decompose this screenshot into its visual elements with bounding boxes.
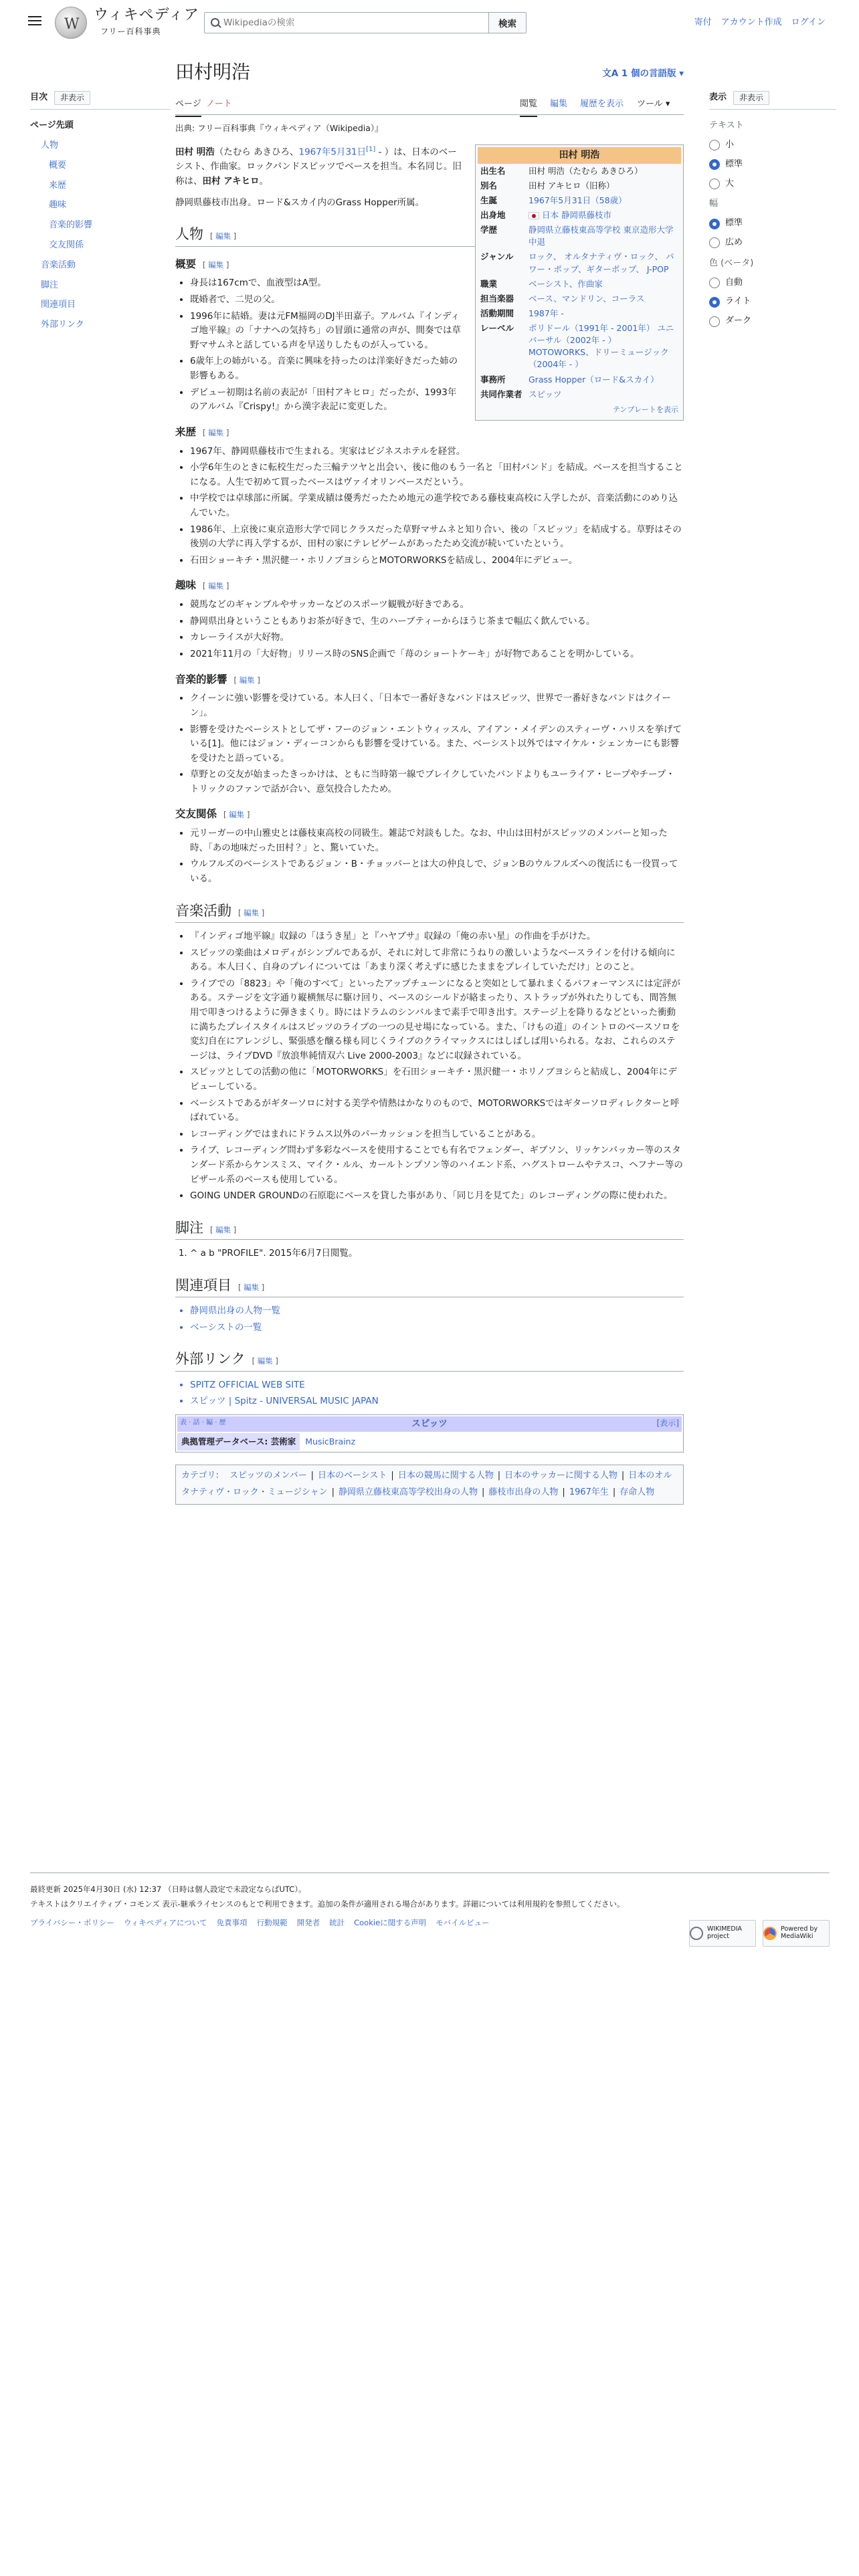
- list-item: • 既婚者で、二児の父。: [190, 293, 684, 308]
- mediawiki-badge[interactable]: [763, 1920, 830, 1947]
- footer-link[interactable]: 統計: [329, 1917, 345, 1927]
- toc-item[interactable]: 概要: [49, 160, 67, 171]
- radio-button[interactable]: [709, 237, 720, 248]
- edit-link[interactable]: [ 編集 ]: [210, 231, 237, 241]
- infobox-value: [526, 387, 681, 402]
- category-link[interactable]: 日本の競馬に関する人物: [397, 1471, 494, 1481]
- infobox: [475, 144, 684, 420]
- list-item: • レコーディングではまれにドラムス以外のパーカッションを担当していることがある。: [190, 1128, 684, 1142]
- main-menu-icon[interactable]: [27, 13, 43, 27]
- toc-item[interactable]: 来歴: [49, 180, 67, 191]
- intro-paragraph-2: 静岡県藤枝市出身。ロード&スカイ内のGrass Hopper所属。: [175, 197, 425, 208]
- radio-label: 標準: [725, 158, 743, 169]
- radio-label: 標準: [725, 218, 743, 229]
- navbox-vte-links[interactable]: 表 · 話 · 編 · 歴: [180, 1418, 226, 1426]
- search-input[interactable]: [223, 13, 488, 33]
- toc-list: [30, 116, 171, 336]
- footer-link[interactable]: プライバシー・ポリシー: [30, 1917, 114, 1927]
- list-item: • カレーライスが大好物。: [190, 631, 684, 645]
- toc-item[interactable]: ページ先頭: [30, 120, 74, 131]
- toc-item[interactable]: 脚注: [41, 280, 59, 290]
- category-links: [175, 1465, 684, 1504]
- infobox-key: 出身地: [480, 210, 506, 221]
- external-link[interactable]: • スピッツ | Spitz - UNIVERSAL MUSIC JAPAN: [190, 1394, 684, 1409]
- footer-link[interactable]: 開発者: [296, 1917, 320, 1927]
- radio-option[interactable]: [709, 236, 836, 250]
- list-item: • デビュー初期は名前の表記が「田村アキヒロ」だったが、1993年のアルバム『Crispy!』から漢字表記に変更した。: [190, 386, 684, 415]
- list-item: • GOING UNDER GROUNDの石原聡にベースを貸した事があり、「同じ月を見てた」のレコーディングの際に使われた。: [190, 1189, 684, 1204]
- wikimedia-icon: [690, 1927, 703, 1940]
- section-notes-title: 脚注: [175, 1219, 203, 1236]
- navbox-show-toggle[interactable]: [表示]: [656, 1418, 679, 1428]
- list-item: • 『インディゴ地平線』収録の「ほうき星」と『ハヤブサ』収録の「俺の赤い星」の作曲を手がけた。: [190, 930, 684, 944]
- site-header: [0, 0, 859, 45]
- footer-link[interactable]: ウィキペディアについて: [123, 1917, 207, 1927]
- section-hobby-title: 趣味: [175, 579, 197, 592]
- article-body: [175, 144, 684, 1504]
- infobox-key: 事務所: [480, 374, 506, 385]
- infobox-value: [526, 208, 681, 223]
- search-icon: [205, 13, 223, 33]
- page-footer: [30, 1872, 830, 1940]
- list-item: • クイーンに強い影響を受けている。本人曰く、「日本で一番好きなバンドはスピッツ、世界で一番好きなバンドはクイーン」。: [190, 691, 684, 720]
- create-account-link[interactable]: アカウント作成: [721, 17, 782, 27]
- mediawiki-badge-text: Powered by MediaWiki: [781, 1925, 818, 1940]
- section-music: [175, 901, 684, 923]
- radio-label: 小: [725, 139, 735, 150]
- edit-link[interactable]: [ 編集 ]: [238, 907, 265, 918]
- category-separator: |: [562, 1487, 565, 1498]
- edit-link[interactable]: [ 編集 ]: [252, 1356, 278, 1366]
- category-items: [181, 1471, 672, 1497]
- notes-list: [190, 1247, 684, 1261]
- edit-link[interactable]: [ 編集 ]: [233, 675, 260, 685]
- intro-text-f: 。: [259, 176, 269, 187]
- tab-tools-label: ツール: [637, 99, 663, 110]
- infobox-value: [526, 223, 681, 249]
- navbox-header: [177, 1416, 682, 1432]
- section-influence-title: 音楽的影響: [175, 673, 227, 685]
- radio-option[interactable]: [709, 217, 836, 231]
- edit-link[interactable]: [ 編集 ]: [203, 259, 229, 270]
- toc-item[interactable]: 音楽活動: [41, 259, 76, 270]
- section-related: [175, 1276, 684, 1297]
- section-friends: [175, 806, 684, 823]
- authority-link[interactable]: MusicBrainz: [305, 1436, 356, 1447]
- wikimedia-badge-text: WIKIMEDIA project: [707, 1925, 743, 1940]
- infobox-row: [478, 372, 681, 387]
- infobox-row: [478, 223, 681, 249]
- categories-label[interactable]: カテゴリ:: [181, 1471, 219, 1481]
- list-item: • 石田ショーキチ・黒沢健一・ホリノブヨシらとMOTORWORKSを結成し、2004年にデビュー。: [190, 554, 684, 568]
- search-button[interactable]: 検索: [488, 13, 526, 33]
- japan-flag-icon: [529, 212, 539, 219]
- infobox-row: [478, 179, 681, 193]
- appearance-header: [709, 91, 836, 110]
- history-list: [190, 445, 684, 568]
- category-link[interactable]: 日本のベーシスト: [317, 1471, 387, 1481]
- category-separator: |: [497, 1471, 501, 1481]
- category-link[interactable]: 1967年生: [569, 1487, 609, 1498]
- category-separator: |: [391, 1471, 394, 1481]
- authority-control: [177, 1433, 682, 1451]
- section-history-title: 来歴: [175, 425, 197, 438]
- radio-button[interactable]: [709, 140, 720, 150]
- list-item: • 草野との交友が始まったきっかけは、ともに当時第一線でブレイクしていたバンドよりもユーライア・ヒープやチープ・トリックのファンで話が合い、意気投合したため。: [190, 768, 684, 796]
- related-link[interactable]: • 静岡県出身の人物一覧: [190, 1304, 684, 1319]
- radio-label: ライト: [725, 296, 751, 307]
- edit-link[interactable]: [ 編集 ]: [223, 810, 250, 820]
- related-link[interactable]: • ベーシストの一覧: [190, 1321, 684, 1335]
- external-link[interactable]: • SPITZ OFFICIAL WEB SITE: [190, 1378, 684, 1393]
- infobox-value-text[interactable]: ポリドール（1991年 - 2001年） ユニバーサル（2002年 - ） MOTOWORKS、ドリーミュージック（2004年 - ）: [529, 323, 674, 370]
- list-item: • ベーシストであるがギターソロに対する美学や情熱はかなりのもので、MOTORWORKSではギターソロディレクターと呼ばれている。: [190, 1097, 684, 1125]
- from-line: 出典: フリー百科事典『ウィキペディア（Wikipedia）』: [175, 123, 383, 134]
- list-item: • 1967年、静岡県藤枝市で生まれる。実家はビジネスホテルを経営。: [190, 445, 684, 459]
- list-item: • 身長は167cmで、血液型はA型。: [190, 276, 684, 291]
- appearance-panel: [709, 91, 836, 334]
- tab-talk[interactable]: ノート: [206, 99, 232, 110]
- infobox-value: [526, 164, 681, 179]
- infobox-key: 職業: [480, 278, 498, 289]
- login-link[interactable]: ログイン: [791, 17, 826, 27]
- tab-edit[interactable]: 編集: [550, 99, 568, 110]
- navbox: [175, 1414, 684, 1453]
- footer-link[interactable]: 行動規範: [256, 1917, 288, 1927]
- infobox-value: [526, 321, 681, 372]
- section-related-title: 関連項目: [175, 1277, 231, 1293]
- infobox-value-text[interactable]: ベース、マンドリン、コーラス: [529, 293, 645, 304]
- section-external-title: 外部リンク: [175, 1351, 246, 1368]
- tab-read[interactable]: 閲覧: [520, 98, 537, 117]
- intro-text-d: 日本のベーシスト、作曲家。ロックバンドスピッツでベースを担当。本名同じ。旧称は、: [175, 146, 462, 187]
- toc-item[interactable]: 外部リンク: [41, 320, 84, 330]
- width-options: [709, 217, 836, 250]
- section-friends-title: 交友関係: [175, 808, 217, 821]
- category-separator: |: [621, 1471, 625, 1481]
- text-size-label: テキスト: [709, 120, 744, 131]
- toc-item[interactable]: 音楽的影響: [49, 220, 93, 231]
- section-person-title: 人物: [175, 226, 203, 243]
- radio-label: 大: [725, 178, 735, 189]
- infobox-value: [526, 292, 681, 306]
- authority-label: 典拠管理データベース: 芸術家: [177, 1433, 300, 1451]
- width-label: 幅: [709, 199, 719, 209]
- infobox-key: 別名: [480, 180, 498, 191]
- toc-item[interactable]: 交友関係: [49, 239, 84, 250]
- edit-link[interactable]: [ 編集 ]: [210, 1224, 237, 1235]
- intro-ref[interactable]: [1]: [366, 146, 376, 154]
- infobox-value-text[interactable]: Grass Hopper（ロード&スカイ）: [529, 374, 659, 385]
- list-item: • 影響を受けたベーシストとしてザ・フーのジョン・エントウィッスル、アイアン・メイデンのスティーヴ・ハリスを挙げている[1]。他にはジョン・ディーコンからも影響を受けている。また、ベーシスト以外ではマイケル・シェンカーにも影響を受けたと語っている。: [190, 723, 684, 766]
- intro-date-link[interactable]: 1967年5月31日: [298, 146, 367, 158]
- list-item: • 2021年11月の「大好物」リリース時のSNS企画で「苺のショートケーキ」が好物であることを明かしている。: [190, 647, 684, 662]
- list-item: • 1986年、上京後に東京造形大学で同じクラスだった草野マサムネと知り合い、後の「スピッツ」を結成する。草野はその後別の大学に再入学するが、田村の家にテレビゲームがあったため交流が続いていたという。: [190, 523, 684, 552]
- color-options: [709, 276, 836, 328]
- radio-button[interactable]: [709, 316, 720, 327]
- hobby-list: [190, 598, 684, 661]
- tab-tools[interactable]: ツール ▾: [637, 99, 670, 110]
- category-link[interactable]: スピッツのメンバー: [229, 1471, 307, 1481]
- category-separator: |: [612, 1487, 616, 1498]
- footer-link[interactable]: モバイルビュー: [436, 1917, 490, 1927]
- category-link[interactable]: 日本のサッカーに関する人物: [504, 1471, 617, 1481]
- text-size-options: [709, 138, 836, 191]
- infobox-row: [478, 387, 681, 402]
- friends-list: [190, 827, 684, 886]
- influence-list: [190, 691, 684, 796]
- radio-label: ダーク: [725, 316, 752, 326]
- section-influence: [175, 671, 684, 688]
- infobox-value: [526, 372, 681, 387]
- toc-title: 目次: [30, 92, 48, 103]
- radio-button[interactable]: [709, 297, 720, 308]
- reference-item: 1. ^ a b "PROFILE". 2015年6月7日閲覧。: [190, 1247, 684, 1261]
- toc-item[interactable]: 関連項目: [41, 300, 76, 310]
- license-info: テキストはクリエイティブ・コモンズ 表示-継承ライセンスのもとで利用できます。追加の条件が適用される場合があります。詳細については利用規約を参照してください。: [30, 1899, 625, 1909]
- footer-link[interactable]: Cookieに関する声明: [354, 1917, 427, 1927]
- radio-option[interactable]: [709, 314, 836, 328]
- tagline: フリー百科事典: [100, 27, 161, 36]
- toc-item[interactable]: 趣味: [49, 200, 67, 211]
- infobox-value-text[interactable]: スピッツ: [529, 389, 562, 399]
- infobox-value-text: 田村 アキヒロ（旧称）: [529, 180, 615, 191]
- infobox-value-text[interactable]: 1967年5月31日（58歳）: [529, 195, 627, 205]
- toc-hide-button[interactable]: 非表示: [54, 91, 90, 105]
- wordmark[interactable]: ウィキペディア: [94, 7, 199, 23]
- language-button-label: 1 個の言語版: [621, 68, 676, 79]
- edit-link[interactable]: [ 編集 ]: [238, 1282, 265, 1292]
- infobox-row: [478, 193, 681, 208]
- infobox-value-text[interactable]: 静岡県立藤枝東高等学校 東京造形大学中退: [529, 225, 674, 247]
- radio-button[interactable]: [709, 159, 720, 170]
- infobox-key: 活動期間: [480, 308, 514, 318]
- infobox-key: 学歴: [480, 225, 498, 235]
- category-link[interactable]: 静岡県立藤枝東高等学校出身の人物: [339, 1487, 478, 1498]
- search-box: [204, 12, 527, 33]
- infobox-value-text[interactable]: 1987年 -: [529, 308, 564, 318]
- main-content: [175, 60, 684, 1505]
- toc-item[interactable]: 人物: [41, 140, 59, 150]
- tab-history[interactable]: 履歴を表示: [580, 99, 624, 110]
- language-button[interactable]: 文A 1 個の言語版 ▾: [602, 68, 684, 79]
- intro-reading: （たむら あきひろ、: [214, 146, 299, 158]
- infobox-row: [478, 208, 681, 223]
- list-item: • スピッツとしての活動の他に「MOTORWORKS」を石田ショーキチ・黒沢健一・ホリノブヨシらと結成し、2004年にデビューしている。: [190, 1065, 684, 1094]
- list-item: • ライブ、レコーディング問わず多彩なベースを使用することでも有名でフェンダー、ギブソン、リッケンバッカー等のスタンダード系からケンスミス、マイク・ルル、カールトンプソン等のハイエンド系、ハグストロームやテスコ、ヘフナー等のビザール系のベースも使用している。: [190, 1144, 684, 1187]
- music-list: [190, 930, 684, 1204]
- list-item: • 中学校では卓球部に所属。学業成績は優秀だったため地元の進学校である藤枝東高校に入学したが、音楽活動にのめり込んでいた。: [190, 492, 684, 520]
- infobox-key: 出生名: [480, 165, 506, 176]
- infobox-value-text[interactable]: ベーシスト、作曲家: [529, 278, 603, 289]
- infobox-key: レーベル: [480, 323, 514, 334]
- radio-button[interactable]: [709, 179, 720, 189]
- radio-label: 広め: [725, 237, 743, 247]
- category-link[interactable]: 藤枝市出身の人物: [488, 1487, 559, 1498]
- infobox-value: [526, 193, 681, 208]
- infobox-row: [478, 306, 681, 321]
- category-link[interactable]: 日本のオルタナティヴ・ロック・ミュージシャン: [181, 1471, 672, 1498]
- list-item: • ライブでの「8823」や「俺のすべて」といったアップチューンになると突如として暴れまくるパフォーマンスには定評がある。ステージを文字通り縦横無尽に駆け回り、ベースのシールドが絡まったり、ストラップが外れたりしても、間答無用で叩きつけるように弾きまくり。時にはドラムのシンバルまで素手で叩き出す。ステージ上を降りるなどといった衝動に満ちたプレイスタイルはスピッツのライブの一つの見せ場になっている。また、「けもの道」のイントロのベースソロを変幻自在にアレンジし、緊張感を醸る様も同じくライブのクライマックスにはしばしば用いられる。なお、これらのステージは、ライブDVD『放浪隼純情双六 Live 2000-2003』などに収録されている。: [190, 977, 684, 1064]
- translate-icon: 文A: [602, 68, 622, 79]
- category-separator: |: [310, 1471, 314, 1481]
- infobox-row: [478, 249, 681, 276]
- appearance-title: 表示: [709, 92, 727, 103]
- section-notes: [175, 1218, 684, 1240]
- footer-link[interactable]: 免責事項: [216, 1917, 248, 1927]
- infobox-key: 共同作業者: [480, 389, 522, 399]
- section-external: [175, 1350, 684, 1371]
- radio-option[interactable]: [709, 138, 836, 152]
- infobox-key: 担当楽器: [480, 293, 514, 304]
- edit-link[interactable]: [ 編集 ]: [203, 581, 229, 591]
- toc-header: [30, 91, 171, 110]
- section-overview-title: 概要: [175, 257, 197, 270]
- page-tabs: [175, 92, 684, 115]
- infobox-value-text[interactable]: ロック、 オルタナティヴ・ロック、 パワー・ポップ、ギターポップ、 J-POP: [529, 251, 674, 274]
- section-history: [175, 424, 684, 441]
- list-item: • 競馬などのギャンブルやサッカーなどのスポーツ観戦が好きである。: [190, 598, 684, 613]
- infobox-template-link[interactable]: テンプレートを表示: [612, 405, 678, 414]
- infobox-key: ジャンル: [480, 251, 514, 262]
- wikipedia-globe-logo[interactable]: [55, 7, 87, 39]
- category-separator: |: [482, 1487, 485, 1498]
- infobox-value: [526, 277, 681, 292]
- navbox-title[interactable]: スピッツ: [411, 1418, 448, 1429]
- radio-button[interactable]: [709, 219, 720, 229]
- category-link[interactable]: 存命人物: [619, 1487, 655, 1498]
- list-item: • 6歳年上の姉がいる。音楽に興味を持ったのは洋楽好きだった姉の影響もある。: [190, 354, 684, 383]
- infobox-value-text[interactable]: 日本 静岡県藤枝市: [542, 210, 611, 221]
- radio-option[interactable]: [709, 295, 836, 309]
- radio-label: 自動: [725, 277, 743, 288]
- list-item: • 元リーガーの中山雅史とは藤枝東高校の同級生。雑誌で対談もした。なお、中山は田村がスピッツのメンバーと知った時、「あの地味だった田村？」と、驚いていた。: [190, 827, 684, 855]
- external-list: [190, 1378, 684, 1409]
- list-item: • 小学6年生のときに転校生だった三輪テツヤと出会い、後に他のもう一名と「田村バンド」を結成。ベースを担当することになる。人生で初めて買ったベースはヴァイオリンベースだという。: [190, 461, 684, 490]
- related-list: [190, 1304, 684, 1335]
- footer-badges: [689, 1920, 830, 1947]
- infobox-row: [478, 277, 681, 292]
- page-title: 田村明浩: [175, 61, 251, 83]
- table-of-contents: [30, 91, 171, 336]
- color-label: 色 (ベータ): [709, 257, 754, 268]
- list-item: • 1996年に結婚。妻は元FM福岡のDJ半田嘉子。アルバム『インディゴ地平線』の「ナナへの気持ち」の冒頭に通常の声が、間奏では草野マサムネと話している声を早送りしたものが入っている。: [190, 310, 684, 353]
- infobox-value: [526, 179, 681, 193]
- radio-option[interactable]: [709, 158, 836, 172]
- list-item: • 静岡県出身ということもありお茶が好きで、生のハーブティーからほうじ茶まで幅広く飲んでいる。: [190, 615, 684, 629]
- appearance-hide-button[interactable]: 非表示: [733, 91, 769, 105]
- infobox-heading: 田村 明浩: [478, 147, 681, 163]
- mediawiki-icon: [763, 1927, 777, 1940]
- donate-link[interactable]: 寄付: [694, 17, 712, 27]
- radio-button[interactable]: [709, 278, 720, 288]
- list-item: • ウルフルズのベーシストであるジョン・B・チョッパーとは大の仲良しで、ジョンBのウルフルズへの復活にも一役買っている。: [190, 857, 684, 886]
- radio-option[interactable]: [709, 276, 836, 290]
- intro-text-c: - ）は、: [375, 146, 412, 158]
- section-music-title: 音楽活動: [175, 902, 231, 919]
- edit-link[interactable]: [ 編集 ]: [203, 427, 229, 437]
- infobox-value: [526, 306, 681, 321]
- tab-page[interactable]: ページ: [175, 98, 201, 117]
- infobox-row: [478, 321, 681, 372]
- personal-links: [694, 16, 826, 30]
- intro-old-name: 田村 アキヒロ: [202, 176, 260, 187]
- infobox-value-text: 田村 明浩（たむら あきひろ）: [529, 165, 643, 176]
- infobox-row: [478, 292, 681, 306]
- category-separator: |: [331, 1487, 335, 1498]
- infobox-value: [526, 249, 681, 276]
- list-item: • スピッツの楽曲はメロディがシンプルであるが、それに対して非常にうねりの激しいようなベースラインを付ける傾向にある。本人曰く、自身のプレイについては「あまり深く考えずに感じたままをプレイしていただけ」とのこと。: [190, 946, 684, 975]
- section-hobby: [175, 577, 684, 594]
- wikimedia-badge[interactable]: [689, 1920, 756, 1947]
- infobox-key: 生誕: [480, 195, 498, 205]
- infobox-row: [478, 164, 681, 179]
- intro-name: 田村 明浩: [175, 146, 215, 158]
- last-edit-info: 最終更新 2025年4月30日 (水) 12:37 （日時は個人設定で未設定ならばUTC）。: [30, 1885, 306, 1894]
- infobox-table: [478, 164, 681, 402]
- radio-option[interactable]: [709, 177, 836, 191]
